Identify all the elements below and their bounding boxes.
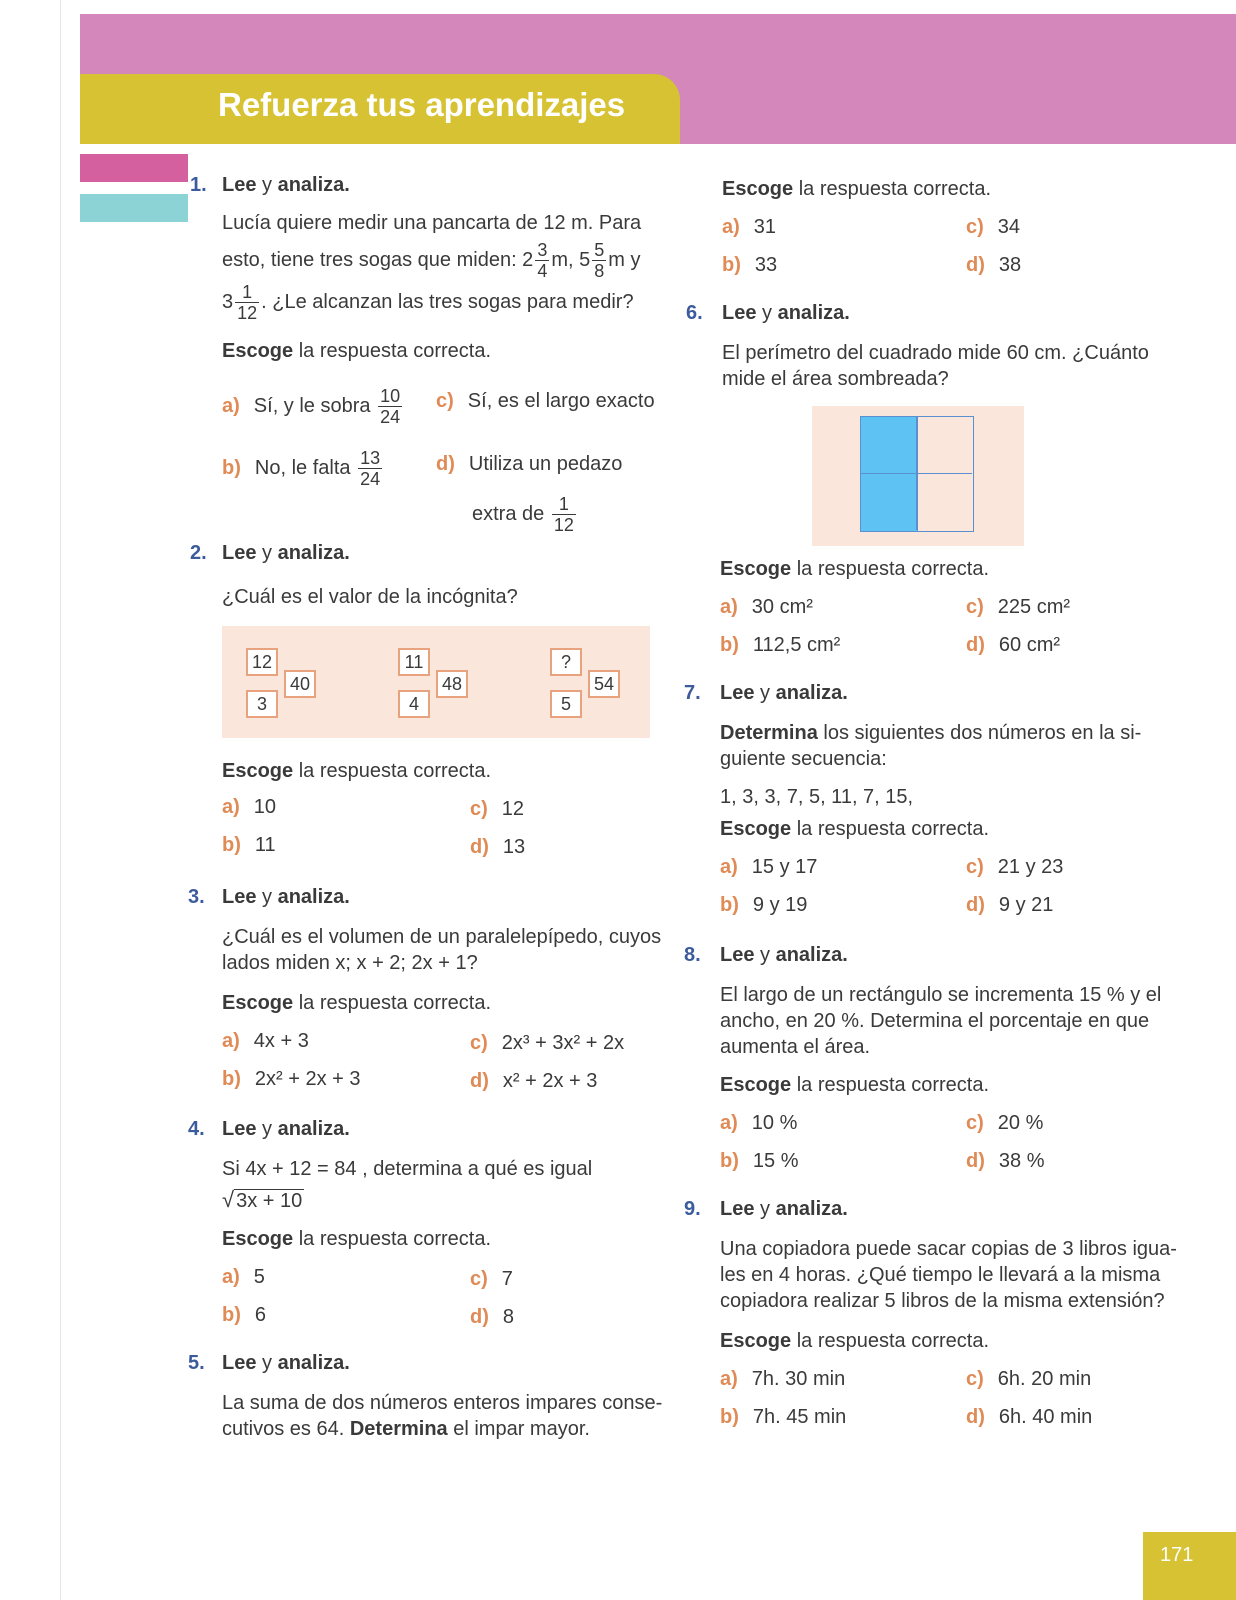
question-2-figure — [222, 626, 650, 738]
question-4-option-d[interactable]: d) 8 — [470, 1306, 515, 1328]
question-7-number: 7. — [684, 682, 701, 704]
fraction: $\frac{1}{12}$ — [553, 494, 574, 535]
question-5-option-a[interactable]: a) 31 — [722, 216, 777, 238]
question-6-option-a[interactable]: a) 30 cm² — [720, 596, 813, 618]
question-1-text-line-2: esto, tiene tres sogas que miden: 2 $\frac{3}{4}$ m, 5 $\frac{5}{8}$ m y — [222, 240, 641, 281]
question-7-text-line-1: Determina los siguientes dos números en la si- — [720, 722, 1142, 744]
question-8-text-line-1: El largo de un rectángulo se incrementa 15 % y el — [720, 984, 1162, 1006]
question-8-heading: Lee y analiza. — [720, 944, 848, 966]
side-tab-teal — [80, 194, 188, 222]
question-9-option-c[interactable]: c) 6h. 20 min — [966, 1368, 1092, 1390]
question-7-text-line-2: guiente secuencia: — [720, 748, 887, 770]
question-3-option-c[interactable]: c) 2x³ + 3x² + 2x — [470, 1032, 625, 1054]
question-4-instruction: Escoge la respuesta correcta. — [222, 1228, 492, 1250]
question-2-heading: Lee y analiza. — [222, 542, 350, 564]
question-3-text-line-1: ¿Cuál es el volumen de un paralelepípedo, cuyos — [222, 926, 662, 948]
question-7-instruction: Escoge la respuesta correcta. — [720, 818, 990, 840]
question-2-option-c[interactable]: c) 12 — [470, 798, 525, 820]
question-1-text-line-1: Lucía quiere medir una pancarta de 12 m. Para — [222, 212, 642, 234]
question-2-option-d[interactable]: d) 13 — [470, 836, 526, 858]
question-6-option-d[interactable]: d) 60 cm² — [966, 634, 1061, 656]
question-5-text-line-2: cutivos es 64. Determina el impar mayor. — [222, 1418, 590, 1440]
question-8-option-c[interactable]: c) 20 % — [966, 1112, 1044, 1134]
figure-1-bottom-number: 3 — [246, 690, 278, 718]
question-9-number: 9. — [684, 1198, 701, 1220]
figure-1-side-number: 40 — [284, 670, 316, 698]
square-outline — [860, 416, 974, 532]
question-9-option-b[interactable]: b) 7h. 45 min — [720, 1406, 847, 1428]
figure-2-top-number: 11 — [398, 648, 430, 676]
square-horizontal-divider — [860, 473, 972, 474]
question-9-option-a[interactable]: a) 7h. 30 min — [720, 1368, 846, 1390]
question-5-heading: Lee y analiza. — [222, 1352, 350, 1374]
question-3-heading: Lee y analiza. — [222, 886, 350, 908]
question-1-option-a[interactable]: a) Sí, y le sobra $\frac{10}{24}$ — [222, 386, 401, 427]
question-1-option-c[interactable]: c) Sí, es el largo exacto — [436, 390, 655, 412]
question-5-option-c[interactable]: c) 34 — [966, 216, 1021, 238]
question-3-option-d[interactable]: d) x² + 2x + 3 — [470, 1070, 598, 1092]
question-5-instruction: Escoge la respuesta correcta. — [722, 178, 992, 200]
question-9-option-d[interactable]: d) 6h. 40 min — [966, 1406, 1093, 1428]
question-6-heading: Lee y analiza. — [722, 302, 850, 324]
question-2-instruction: Escoge la respuesta correcta. — [222, 760, 492, 782]
figure-3-top-number: ? — [550, 648, 582, 676]
question-7-option-c[interactable]: c) 21 y 23 — [966, 856, 1064, 878]
page-edge-line — [60, 0, 61, 1600]
question-5-option-d[interactable]: d) 38 — [966, 254, 1022, 276]
question-1-heading: Lee y analiza. — [222, 174, 350, 196]
question-7-heading: Lee y analiza. — [720, 682, 848, 704]
question-4-text-line-1: Si 4x + 12 = 84 , determina a qué es igual — [222, 1158, 593, 1180]
fraction: $\frac{5}{8}$ — [594, 240, 605, 281]
question-3-option-a[interactable]: a) 4x + 3 — [222, 1030, 309, 1052]
question-7-option-b[interactable]: b) 9 y 19 — [720, 894, 808, 916]
figure-3-side-number: 54 — [588, 670, 620, 698]
fraction: $\frac{10}{24}$ — [380, 386, 401, 427]
question-3-number: 3. — [188, 886, 205, 908]
question-4-number: 4. — [188, 1118, 205, 1140]
question-6-option-c[interactable]: c) 225 cm² — [966, 596, 1071, 618]
question-8-number: 8. — [684, 944, 701, 966]
question-6-instruction: Escoge la respuesta correcta. — [720, 558, 990, 580]
question-9-heading: Lee y analiza. — [720, 1198, 848, 1220]
question-1-option-b[interactable]: b) No, le falta $\frac{13}{24}$ — [222, 448, 381, 489]
question-6-option-b[interactable]: b) 112,5 cm² — [720, 634, 841, 656]
question-4-option-b[interactable]: b) 6 — [222, 1304, 267, 1326]
question-8-text-line-3: aumenta el área. — [720, 1036, 871, 1058]
figure-2-side-number: 48 — [436, 670, 468, 698]
question-2-option-b[interactable]: b) 11 — [222, 834, 276, 856]
question-8-option-b[interactable]: b) 15 % — [720, 1150, 799, 1172]
question-4-option-c[interactable]: c) 7 — [470, 1268, 513, 1290]
question-2-question: ¿Cuál es el valor de la incógnita? — [222, 586, 518, 608]
page-number: 171 — [1160, 1544, 1194, 1566]
question-2-option-a[interactable]: a) 10 — [222, 796, 277, 818]
question-1-option-d-continued: extra de $\frac{1}{12}$ — [472, 494, 574, 535]
fraction: $\frac{13}{24}$ — [360, 448, 381, 489]
question-6-text-line-1: El perímetro del cuadrado mide 60 cm. ¿Cuánto — [722, 342, 1149, 364]
question-8-instruction: Escoge la respuesta correcta. — [720, 1074, 990, 1096]
question-1-option-d[interactable]: d) Utiliza un pedazo — [436, 453, 623, 475]
question-5-number: 5. — [188, 1352, 205, 1374]
question-7-option-d[interactable]: d) 9 y 21 — [966, 894, 1054, 916]
question-2-number: 2. — [190, 542, 207, 564]
question-8-option-d[interactable]: d) 38 % — [966, 1150, 1045, 1172]
question-3-option-b[interactable]: b) 2x² + 2x + 3 — [222, 1068, 361, 1090]
question-3-instruction: Escoge la respuesta correcta. — [222, 992, 492, 1014]
question-3-text-line-2: lados miden x; x + 2; 2x + 1? — [222, 952, 478, 974]
question-5-option-b[interactable]: b) 33 — [722, 254, 778, 276]
question-1-instruction: Escoge la respuesta correcta. — [222, 340, 492, 362]
question-6-number: 6. — [686, 302, 703, 324]
question-5-text-line-1: La suma de dos números enteros impares conse- — [222, 1392, 663, 1414]
question-4-heading: Lee y analiza. — [222, 1118, 350, 1140]
figure-1-top-number: 12 — [246, 648, 278, 676]
fraction: $\frac{1}{12}$ — [237, 282, 258, 323]
fraction: $\frac{3}{4}$ — [537, 240, 548, 281]
question-1-number: 1. — [190, 174, 207, 196]
question-9-text-line-1: Una copiadora puede sacar copias de 3 libros igua- — [720, 1238, 1177, 1260]
question-8-option-a[interactable]: a) 10 % — [720, 1112, 798, 1134]
question-6-text-line-2: mide el área sombreada? — [722, 368, 949, 390]
question-6-figure — [812, 406, 1024, 546]
page-title: Refuerza tus aprendizajes — [218, 86, 626, 123]
side-tab-pink — [80, 154, 188, 182]
question-4-radical: √ 3x + 10 — [222, 1187, 303, 1212]
question-7-sequence: 1, 3, 3, 7, 5, 11, 7, 15, — [720, 786, 914, 808]
question-4-option-a[interactable]: a) 5 — [222, 1266, 265, 1288]
figure-2-bottom-number: 4 — [398, 690, 430, 718]
question-7-option-a[interactable]: a) 15 y 17 — [720, 856, 818, 878]
question-1-text-line-3: 3 $\frac{1}{12}$ . ¿Le alcanzan las tres sogas para medir? — [222, 282, 634, 323]
figure-3-bottom-number: 5 — [550, 690, 582, 718]
question-9-text-line-3: copiadora realizar 5 libros de la misma extensión? — [720, 1290, 1165, 1312]
question-9-instruction: Escoge la respuesta correcta. — [720, 1330, 990, 1352]
question-9-text-line-2: les en 4 horas. ¿Qué tiempo le llevará a la misma — [720, 1264, 1161, 1286]
question-8-text-line-2: ancho, en 20 %. Determina el porcentaje en que — [720, 1010, 1150, 1032]
